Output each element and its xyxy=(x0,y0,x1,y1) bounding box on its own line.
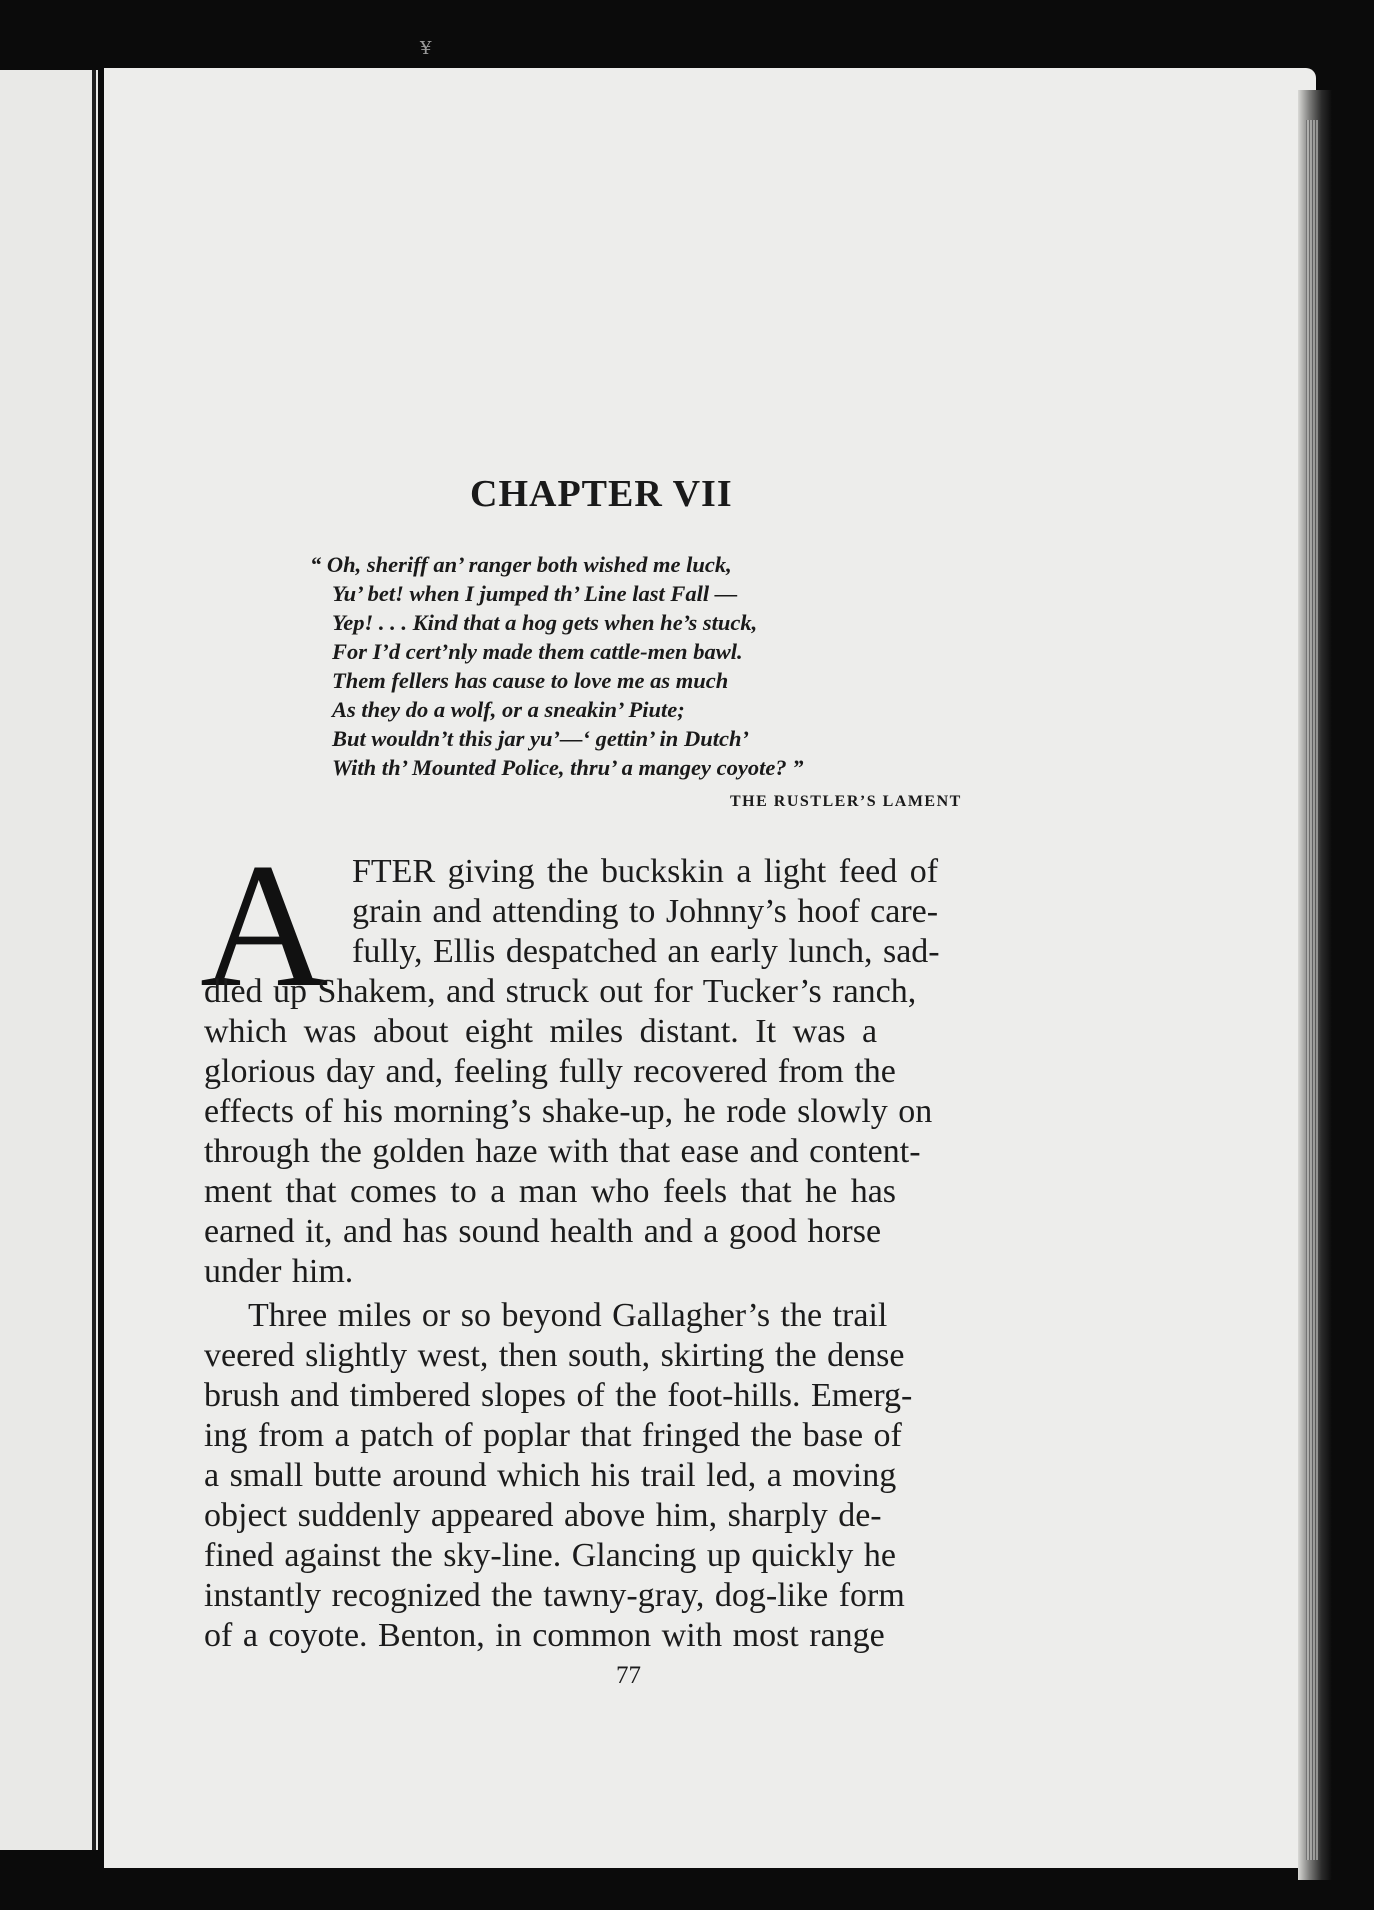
body-line: ing from a patch of poplar that fringed the base of xyxy=(204,1417,902,1454)
epigraph-line: Them fellers has cause to love me as much xyxy=(332,668,729,693)
body-line: a small butte around which his trail led, a moving xyxy=(204,1457,897,1494)
body-line: effects of his morning’s shake-up, he rode slowly on xyxy=(204,1093,933,1130)
body-line: instantly recognized the tawny-gray, dog-like form xyxy=(204,1577,905,1614)
body-line: dled up Shakem, and struck out for Tucker’s ranch, xyxy=(204,973,917,1010)
body-line: through the golden haze with that ease and content- xyxy=(204,1133,921,1170)
body-line: Three miles or so beyond Gallagher’s the trail xyxy=(248,1297,888,1334)
body-line: grain and attending to Johnny’s hoof care- xyxy=(352,893,939,930)
body-line: fully, Ellis despatched an early lunch, sad- xyxy=(352,933,940,970)
body-line: which was about eight miles distant. It was a xyxy=(204,1013,878,1050)
epigraph-line: As they do a wolf, or a sneakin’ Piute; xyxy=(332,697,685,722)
epigraph-line: Yu’ bet! when I jumped th’ Line last Fall — xyxy=(332,581,738,606)
body-line: earned it, and has sound health and a good horse xyxy=(204,1213,882,1250)
epigraph-line: But wouldn’t this jar yu’—‘ gettin’ in Dutch’ xyxy=(332,726,749,751)
body-line: FTER giving the buckskin a light feed of xyxy=(352,853,939,890)
chapter-title: CHAPTER VII xyxy=(470,473,733,515)
body-line: under him. xyxy=(204,1253,354,1290)
epigraph-line: “ Oh, sheriff an’ ranger both wished me luck, xyxy=(310,552,732,577)
body-line: veered slightly west, then south, skirting the dense xyxy=(204,1337,905,1374)
body-line: object suddenly appeared above him, sharply de- xyxy=(204,1497,882,1534)
body-line: fined against the sky-line. Glancing up quickly he xyxy=(204,1537,896,1574)
epigraph-attribution: THE RUSTLER’S LAMENT xyxy=(730,793,962,810)
scan-speck: ¥ xyxy=(420,38,432,59)
epigraph-line: For I’d cert’nly made them cattle-men bawl. xyxy=(332,639,743,664)
page-number: 77 xyxy=(616,1662,641,1689)
drop-cap: A xyxy=(200,826,329,1024)
epigraph-line: Yep! . . . Kind that a hog gets when he’s stuck, xyxy=(332,610,758,635)
body-line: brush and timbered slopes of the foot-hills. Emerg- xyxy=(204,1377,913,1414)
body-line: ment that comes to a man who feels that he has xyxy=(204,1173,897,1210)
body-line: glorious day and, feeling fully recovered from the xyxy=(204,1053,896,1090)
epigraph-line: With th’ Mounted Police, thru’ a mangey coyote? ” xyxy=(332,755,804,780)
body-line: of a coyote. Benton, in common with most range xyxy=(204,1617,885,1654)
